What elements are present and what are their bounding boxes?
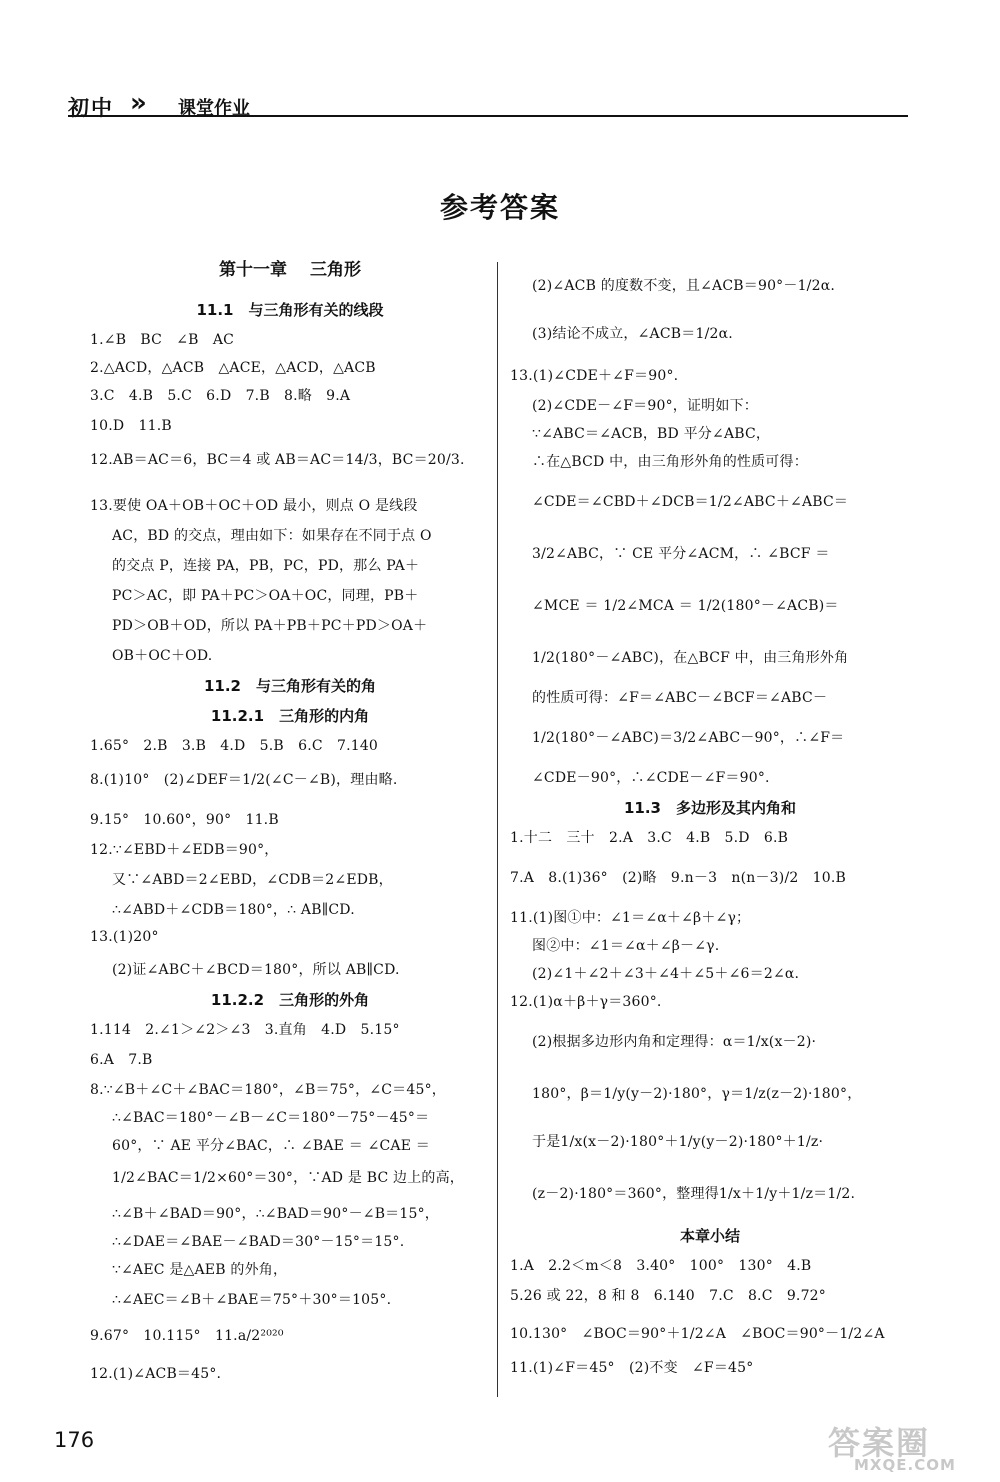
- answer-line: 3.C 4.B 5.C 6.D 7.B 8.略 9.A: [90, 388, 351, 404]
- answer-line: 12.(1)∠ACB＝45°.: [90, 1366, 222, 1382]
- answer-line: 12.∵∠EBD＋∠EDB＝90°，: [90, 842, 279, 858]
- answer-line: 于是1/x(x－2)·180°＋1/y(y－2)·180°＋1/z·: [532, 1134, 824, 1150]
- answer-line: 12.AB＝AC＝6，BC＝4 或 AB＝AC＝14/3，BC＝20/3.: [90, 452, 465, 468]
- section-heading: 11.2 与三角形有关的角: [203, 677, 376, 695]
- column-divider: [497, 262, 498, 1397]
- answer-line: ∴∠ABD＋∠CDB＝180°，∴ AB∥CD.: [112, 902, 355, 918]
- answer-line: AC，BD 的交点，理由如下：如果存在不同于点 O: [112, 528, 432, 544]
- answer-line: (2)∠1＋∠2＋∠3＋∠4＋∠5＋∠6＝2∠α.: [532, 966, 800, 982]
- answer-line: ∴∠B＋∠BAD＝90°，∴∠BAD＝90°－∠B＝15°，: [112, 1206, 440, 1222]
- answer-line: 3/2∠ABC，∵ CE 平分∠ACM，∴ ∠BCF ＝: [532, 546, 830, 562]
- section-heading: 本章小结: [679, 1227, 740, 1245]
- chapter-heading: 第十一章 三角形: [219, 260, 361, 280]
- answer-line: (2)证∠ABC＋∠BCD＝180°，所以 AB∥CD.: [112, 962, 400, 978]
- answer-line: 10.D 11.B: [90, 418, 172, 434]
- answer-line: 1/2(180°－∠ABC)＝3/2∠ABC－90°，∴∠F＝: [532, 730, 845, 746]
- answer-line: 9.67° 10.115° 11.a/2²⁰²⁰: [90, 1328, 284, 1344]
- answer-line: 11.(1)∠F＝45° (2)不变 ∠F＝45°: [510, 1360, 754, 1376]
- answer-line: 180°，β＝1/y(y－2)·180°，γ＝1/z(z－2)·180°，: [532, 1086, 862, 1102]
- answer-line: 60°，∵ AE 平分∠BAC，∴ ∠BAE ＝ ∠CAE ＝: [112, 1138, 431, 1154]
- answer-line: 13.(1)20°: [90, 929, 159, 945]
- answer-line: 2.△ACD，△ACB △ACE，△ACD，△ACB: [90, 360, 376, 376]
- answer-line: 13.(1)∠CDE＋∠F＝90°.: [510, 368, 679, 384]
- answer-line: 6.A 7.B: [90, 1052, 153, 1068]
- answer-line: 9.15° 10.60°，90° 11.B: [90, 812, 279, 828]
- answer-line: 12.(1)α＋β＋γ＝360°.: [510, 994, 662, 1010]
- section-heading: 11.3 多边形及其内角和: [623, 799, 796, 817]
- answer-line: PC＞AC，即 PA＋PC＞OA＋OC，同理，PB＋: [112, 588, 419, 604]
- section-heading: 11.2.2 三角形的外角: [210, 991, 370, 1009]
- answer-line: ∠MCE ＝ 1/2∠MCA ＝ 1/2(180°－∠ACB)＝: [532, 598, 839, 614]
- answer-line: (2)根据多边形内角和定理得：α＝1/x(x－2)·: [532, 1034, 817, 1050]
- answer-line: 的性质可得：∠F＝∠ABC－∠BCF＝∠ABC－: [532, 690, 828, 706]
- answer-line: 8.(1)10° (2)∠DEF＝1/2(∠C－∠B)，理由略.: [90, 772, 398, 788]
- answer-line: 1.65° 2.B 3.B 4.D 5.B 6.C 7.140: [90, 738, 379, 754]
- answer-line: 7.A 8.(1)36° (2)略 9.n－3 n(n－3)/2 10.B: [510, 870, 847, 886]
- header-series: 课堂作业: [178, 98, 250, 119]
- answer-line: (3)结论不成立，∠ACB＝1/2α.: [532, 326, 733, 342]
- section-heading: 11.2.1 三角形的内角: [210, 707, 370, 725]
- header-grade: 初中: [68, 96, 114, 120]
- header-rule: [68, 115, 908, 117]
- watermark-logo: [828, 1418, 988, 1474]
- answer-line: 1.∠B BC ∠B AC: [90, 332, 235, 348]
- answer-line: 1/2∠BAC＝1/2×60°＝30°，∵AD 是 BC 边上的高，: [112, 1170, 465, 1186]
- answer-line: OB＋OC＋OD.: [112, 648, 213, 664]
- answer-line: (z－2)·180°＝360°，整理得1/x＋1/y＋1/z＝1/2.: [532, 1186, 856, 1202]
- answer-line: 1.114 2.∠1＞∠2＞∠3 3.直角 4.D 5.15°: [90, 1022, 400, 1038]
- answer-line: 1.十二 三十 2.A 3.C 4.B 5.D 6.B: [510, 830, 789, 846]
- answer-line: ∴∠AEC＝∠B＋∠BAE＝75°＋30°＝105°.: [112, 1292, 392, 1308]
- answer-line: ∠CDE－90°，∴∠CDE－∠F＝90°.: [532, 770, 770, 786]
- answer-line: ∴∠DAE＝∠BAE－∠BAD＝30°－15°＝15°.: [112, 1234, 405, 1250]
- watermark-text: 答案圈: [828, 1424, 931, 1462]
- answer-line: 11.(1)图①中：∠1＝∠α＋∠β＋∠γ；: [510, 910, 751, 926]
- section-heading: 11.1 与三角形有关的线段: [196, 301, 384, 319]
- answer-line: 1/2(180°－∠ABC)，在△BCF 中，由三角形外角: [532, 650, 849, 666]
- watermark-domain: MXQE.COM: [854, 1456, 956, 1474]
- answer-line: ∴在△BCD 中，由三角形外角的性质可得：: [532, 454, 808, 470]
- answer-line: PD＞OB＋OD，所以 PA＋PB＋PC＋PD＞OA＋: [112, 618, 428, 634]
- answer-line: 5.26 或 22，8 和 8 6.140 7.C 8.C 9.72°: [510, 1288, 826, 1304]
- page-number: 176: [54, 1428, 95, 1452]
- answer-line: 图②中：∠1＝∠α＋∠β－∠γ.: [532, 938, 720, 954]
- answer-line: ∠CDE＝∠CBD＋∠DCB＝1/2∠ABC＋∠ABC＝: [532, 494, 849, 510]
- page-header: [68, 86, 908, 118]
- answer-line: 又∵∠ABD＝2∠EBD，∠CDB＝2∠EDB，: [112, 872, 393, 888]
- answer-line: 10.130° ∠BOC＝90°＋1/2∠A ∠BOC＝90°－1/2∠A: [510, 1326, 885, 1342]
- answer-line: 1.A 2.2＜m＜8 3.40° 100° 130° 4.B: [510, 1258, 812, 1274]
- answer-line: ∴∠BAC＝180°－∠B－∠C＝180°－75°－45°＝: [112, 1110, 430, 1126]
- answer-line: (2)∠CDE－∠F＝90°，证明如下：: [532, 398, 758, 414]
- answer-line: 13.要使 OA＋OB＋OC＋OD 最小，则点 O 是线段: [90, 498, 418, 514]
- answer-line: (2)∠ACB 的度数不变，且∠ACB＝90°－1/2α.: [532, 278, 836, 294]
- answer-line: ∵∠ABC＝∠ACB，BD 平分∠ABC，: [532, 426, 771, 442]
- page-title: 参考答案: [439, 191, 560, 224]
- answer-line: ∵∠AEC 是△AEB 的外角，: [112, 1262, 288, 1278]
- answer-line: 8.∵∠B＋∠C＋∠BAC＝180°，∠B＝75°，∠C＝45°，: [90, 1082, 446, 1098]
- answer-line: 的交点 P，连接 PA，PB，PC，PD，那么 PA＋: [112, 558, 420, 574]
- header-chevron-icon: »: [130, 88, 140, 118]
